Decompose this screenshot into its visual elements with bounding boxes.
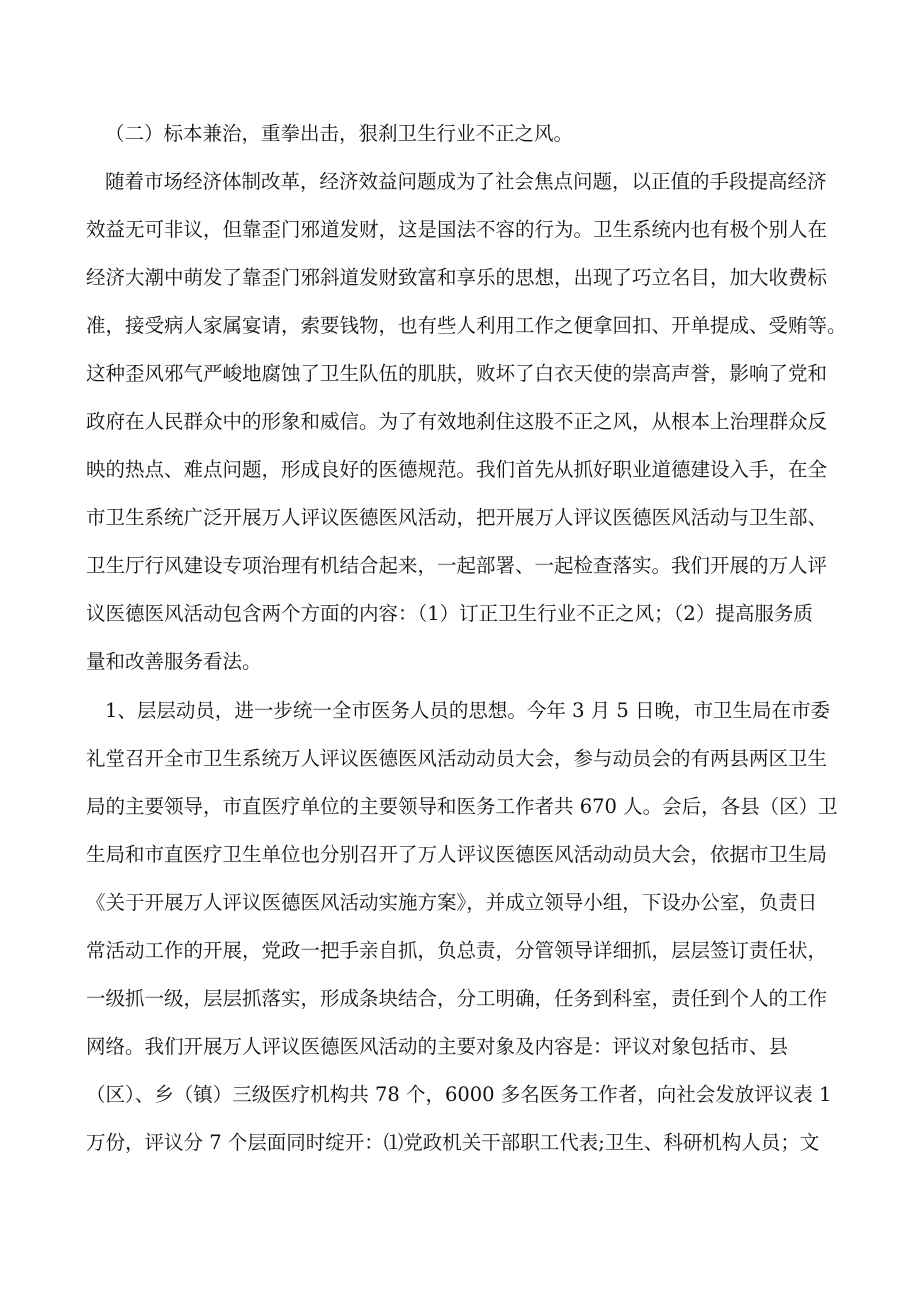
paragraph-1-line-text: 效益无可非议，但靠歪门邪道发财，这是国法不容的行为。卫生系统内也有极个别人在 [86,218,828,241]
paragraph-1-line-text: 准，接受病人家属宴请，索要钱物，也有些人利用工作之便拿回扣、开单提成、受贿等。 [86,314,847,337]
paragraph-2-line [0,1077,920,1113]
paragraph-2-line-text: 生局和市直医疗卫生单位也分别召开了万人评议医德医风活动动员大会，依据市卫生局 [86,843,828,866]
paragraph-1-line-text: 卫生厅行风建设专项治理有机结合起来，一起部署、一起检查落实。我们开展的万人评 [86,554,828,577]
paragraph-1-line [0,212,920,248]
paragraph-1-line [0,356,920,392]
section-heading-text: （二）标本兼治，重拳出击，狠刹卫生行业不正之风。 [105,122,574,145]
paragraph-2-line-text: 《关于开展万人评议医德医风活动实施方案》，并成立领导小组，下设办公室，负责日 [86,891,818,914]
paragraph-2-line-text: 万份，评议分 7 个层面同时绽开：⑴党政机关干部职工代表;卫生、科研机构人员；文 [86,1131,820,1154]
paragraph-1-line-text: 政府在人民群众中的形象和威信。为了有效地刹住这股不正之风，从根本上治理群众反 [86,410,828,433]
paragraph-2-line [0,741,920,777]
paragraph-2-line [0,885,920,921]
paragraph-2-line-text: 网络。我们开展万人评议医德医风活动的主要对象及内容是：评议对象包括市、县 [86,1035,789,1058]
paragraph-1-line [0,308,920,344]
paragraph-1-line [0,644,920,680]
paragraph-2-line-text: 礼堂召开全市卫生系统万人评议医德医风活动动员大会，参与动员会的有两县两区卫生 [86,747,828,770]
section-heading [0,116,920,152]
paragraph-2-line-text: （区）、乡（镇）三级医疗机构共 78 个，6000 多名医务工作者，向社会发放评议表 1 [86,1083,832,1106]
paragraph-2-line [0,1029,920,1065]
paragraph-1-line-text: 市卫生系统广泛开展万人评议医德医风活动，把开展万人评议医德医风活动与卫生部、 [86,506,828,529]
paragraph-2-line-text: 常活动工作的开展，党政一把手亲自抓，负总责，分管领导详细抓，层层签订责任状， [86,939,828,962]
paragraph-1-line [0,500,920,536]
paragraph-1-line-text: 映的热点、难点问题，形成良好的医德规范。我们首先从抓好职业道德建设入手，在全 [86,458,828,481]
paragraph-2-line [0,981,920,1017]
paragraph-2-line-text: 一级抓一级，层层抓落实，形成条块结合，分工明确，任务到科室，责任到个人的工作 [86,987,828,1010]
paragraph-1-line-text: 随着市场经济体制改革，经济效益问题成为了社会焦点问题，以正值的手段提高经济 [105,170,827,193]
paragraph-2-line [0,789,920,825]
paragraph-1-line [0,164,920,200]
paragraph-1-line-text: 量和改善服务看法。 [86,650,262,673]
paragraph-2-line [0,933,920,969]
paragraph-1-line [0,404,920,440]
paragraph-1-line [0,548,920,584]
paragraph-1-line [0,452,920,488]
paragraph-1-line [0,260,920,296]
paragraph-1-line-text: 这种歪风邪气严峻地腐蚀了卫生队伍的肌肤，败坏了白衣天使的崇高声誉，影响了党和 [86,362,828,385]
paragraph-2-line-text: 1、层层动员，进一步统一全市医务人员的思想。今年 3 月 5 日晚，市卫生局在市委 [105,699,831,722]
paragraph-1-line-text: 经济大潮中萌发了靠歪门邪斜道发财致富和享乐的思想，出现了巧立名目，加大收费标 [86,266,828,289]
paragraph-2-line-text: 局的主要领导，市直医疗单位的主要领导和医务工作者共 670 人。会后，各县（区）卫 [86,795,838,818]
paragraph-1-line-text: 议医德医风活动包含两个方面的内容：（1）订正卫生行业不正之风；（2）提高服务质 [86,602,813,625]
paragraph-2-line [0,837,920,873]
paragraph-2-line [0,1125,920,1161]
paragraph-1-line [0,596,920,632]
paragraph-2-line [0,693,920,729]
